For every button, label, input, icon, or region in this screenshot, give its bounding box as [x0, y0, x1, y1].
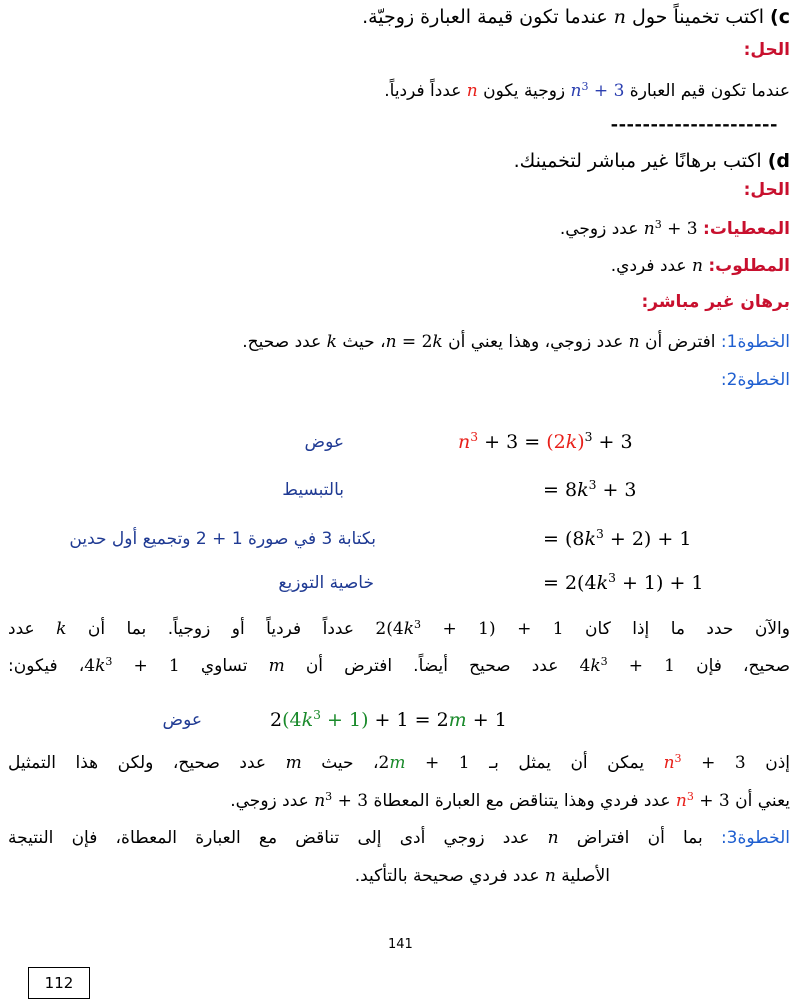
required-line: المطلوب: n عدد فردي.	[610, 256, 790, 276]
paragraph-1-line-1: والآن حدد ما إذا كان $2(4k^3 + 1) + 1$ عدداً فردياً أو زوجياً. بما أن k عدد	[8, 618, 790, 640]
equation-1: $n^3 + 3 = (2k)^3 + 3$	[458, 430, 633, 453]
paragraph-1-line-2: صحيح، فإن $4k^3 + 1$ عدد صحيح أيضاً. افترض أن m تساوي $4k^3$ + 1، فيكون:	[8, 655, 790, 677]
step3-line-1: الخطوة3: بما أن افتراض n عدد زوجي أدى إلى تناقض مع العبارة المعطاة، فإن النتيجة	[8, 828, 791, 848]
page-number: 141	[388, 937, 413, 952]
equation-4: = $2(4k^3 + 1) + 1$	[543, 571, 704, 594]
step3-line-2: الأصلية n عدد فردي صحيحة بالتأكيد.	[354, 866, 610, 886]
substitution-reason: عوض	[162, 710, 202, 730]
part-c-label: c)	[770, 6, 790, 28]
given-line: المعطيات: $n^3 + 3$ عدد زوجي.	[559, 218, 790, 240]
equation-reason-2: بالتبسيط	[282, 480, 344, 500]
indirect-proof-label: برهان غير مباشر:	[641, 292, 790, 312]
part-c-solution-label: الحل:	[743, 40, 790, 60]
substitution-equation: $2(4k^3 + 1) + 1 = 2m + 1$	[270, 708, 507, 731]
page-box-number: 112	[28, 967, 90, 999]
paragraph-2-line-1: إذن $n^3 + 3$ يمكن أن يمثل بـ 2m + 1، حيث m عدد صحيح، ولكن هذا التمثيل	[8, 752, 790, 774]
part-c-question: c) اكتب تخميناً حول n عندما تكون قيمة العبارة زوجيّة.	[362, 6, 790, 28]
part-c-answer: عندما تكون قيم العبارة $3 + n^3$ زوجية يكون n عدداً فردياً.	[384, 80, 790, 102]
equation-2: = $8k^3 + 3$	[543, 478, 637, 501]
part-d-question: d) اكتب برهانًا غير مباشر لتخمينك.	[513, 150, 790, 172]
part-d-label: d)	[767, 150, 790, 172]
equation-reason-3: بكتابة 3 في صورة 1 + 2 وتجميع أول حدين	[69, 529, 376, 549]
equation-reason-1: عوض	[304, 432, 344, 452]
equation-3: = $(8k^3 + 2) + 1$	[543, 527, 692, 550]
equation-reason-4: خاصية التوزيع	[278, 573, 374, 593]
separator-line: ---------------------	[610, 114, 778, 135]
paragraph-2-line-2: يعني أن $n^3 + 3$ عدد فردي وهذا يتناقض مع العبارة المعطاة $n^3 + 3$ عدد زوجي.	[230, 790, 790, 812]
step2-label: الخطوة2:	[720, 370, 790, 390]
part-d-solution-label: الحل:	[743, 180, 790, 200]
step1-line: الخطوة1: افترض أن n عدد زوجي، وهذا يعني أن n = 2k، حيث k عدد صحيح.	[242, 332, 790, 352]
